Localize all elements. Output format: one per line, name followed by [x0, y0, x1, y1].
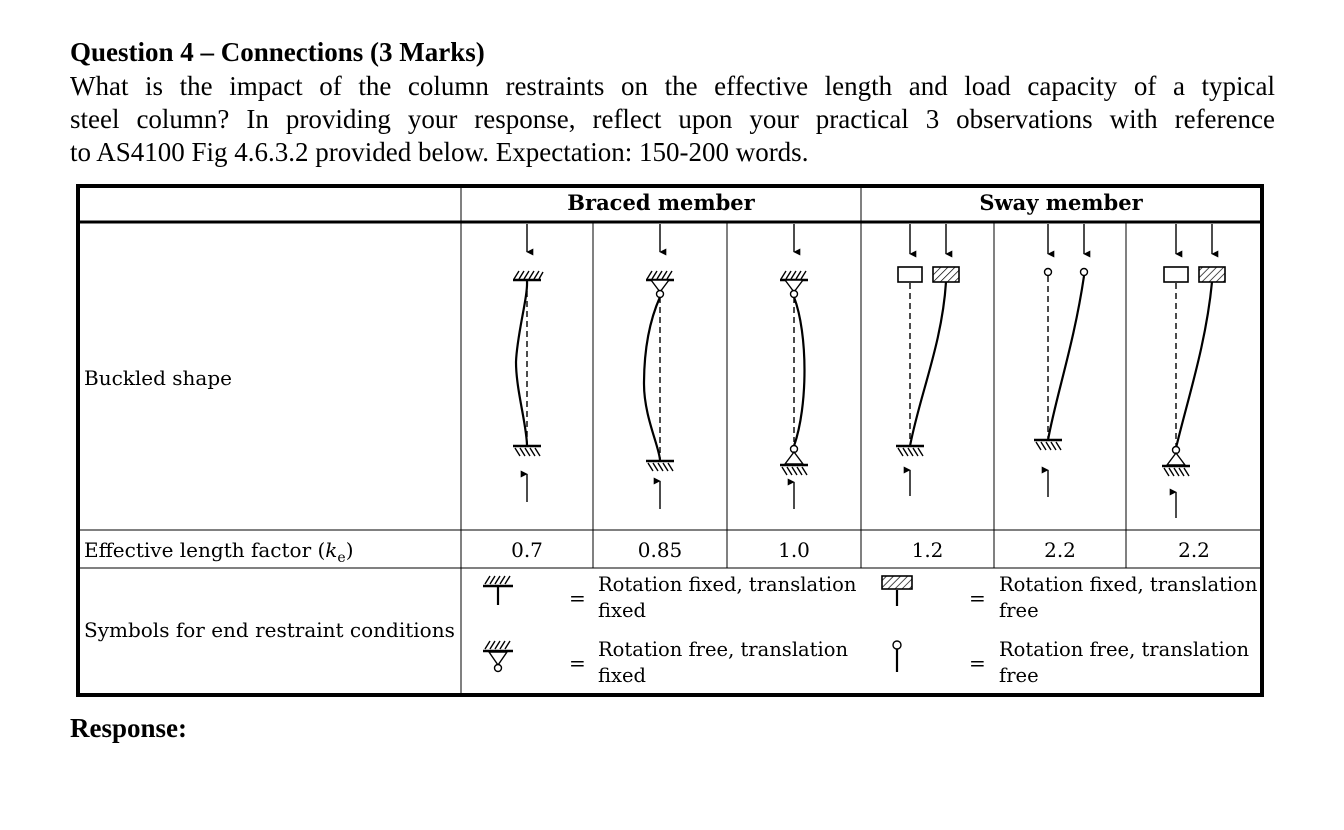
buckled-shape-fixed-free [1034, 224, 1088, 497]
legend-equals-4: = [969, 651, 986, 675]
buckled-shape-fixed-sliding [896, 224, 959, 496]
buckled-shape-pinned-pinned [780, 224, 808, 509]
question-line-1: What is the impact of the column restraints on the effective length and load capacity of a typical [70, 71, 1275, 101]
ke-value-pinned-fixed: 0.85 [637, 538, 683, 562]
legend-rot-fixed-trans-free-line2: free [999, 599, 1039, 622]
buckled-shape-pinned-sliding [1162, 224, 1225, 518]
symbol-rotation-free-translation-free [893, 641, 901, 672]
symbol-rotation-free-translation-fixed [483, 641, 513, 672]
effective-length-figure [76, 184, 1264, 697]
row-label-effective-length: Effective length factor $(k_e)$ [84, 538, 354, 566]
question-line-3: to AS4100 Fig 4.6.3.2 provided below. Expectation: 150-200 words. [70, 137, 809, 167]
symbol-rotation-fixed-translation-free [882, 576, 912, 606]
question-body [70, 70, 1275, 169]
question-line-2: steel column? In providing your response, reflect upon your practical 3 observations with reference [70, 104, 1275, 134]
legend-equals-3: = [969, 586, 986, 610]
ke-value-pinned-pinned: 1.0 [778, 538, 810, 562]
legend-rot-fixed-trans-free-line1: Rotation fixed, translation [999, 573, 1258, 596]
ke-subscript: e [337, 550, 346, 566]
legend-rot-fixed-trans-fixed-line2: fixed [598, 599, 647, 622]
legend-rot-free-trans-free-line2: free [999, 664, 1039, 687]
legend-rot-free-trans-free-line1: Rotation free, translation [999, 638, 1250, 661]
ke-value-fixed-fixed: 0.7 [511, 538, 543, 562]
buckled-shape-fixed-fixed [513, 224, 543, 502]
ke-value-pinned-sliding: 2.2 [1178, 538, 1210, 562]
buckled-shape-pinned-fixed [644, 224, 674, 509]
ke-symbol: k [325, 538, 338, 562]
ke-value-fixed-free: 2.2 [1044, 538, 1076, 562]
legend-equals-2: = [569, 651, 586, 675]
question-title: Question 4 – Connections (3 Marks) [70, 37, 485, 67]
response-label: Response: [70, 713, 188, 743]
legend-rot-free-trans-fixed-line2: fixed [598, 664, 647, 687]
header-braced-member: Braced member [567, 190, 755, 215]
legend-equals-1: = [569, 586, 586, 610]
header-sway-member: Sway member [979, 190, 1143, 215]
row-label-symbols: Symbols for end restraint conditions [84, 618, 455, 642]
symbol-rotation-fixed-translation-fixed [483, 576, 513, 605]
row-label-buckled-shape: Buckled shape [84, 366, 232, 390]
legend-rot-free-trans-fixed-line1: Rotation free, translation [598, 638, 849, 661]
legend-rot-fixed-trans-fixed-line1: Rotation fixed, translation [598, 573, 857, 596]
ke-value-fixed-sliding: 1.2 [911, 538, 944, 562]
